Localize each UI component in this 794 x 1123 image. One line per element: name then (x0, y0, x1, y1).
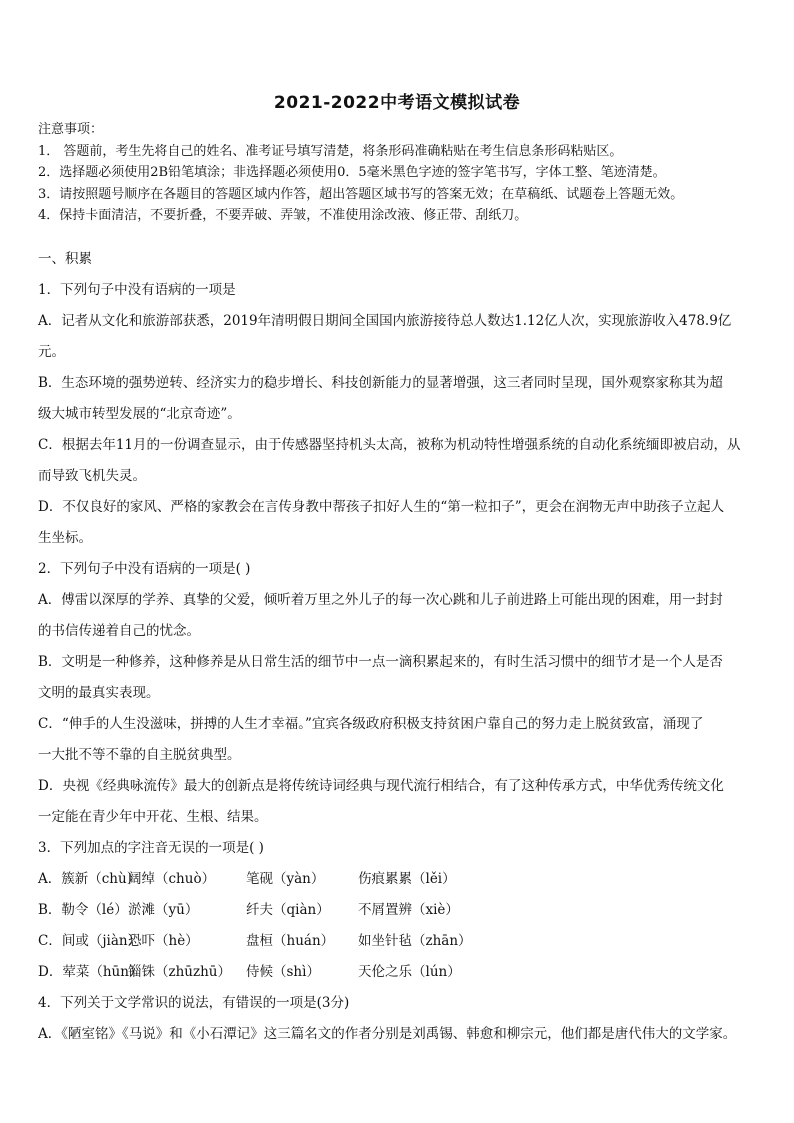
question-1-option-b: B．生态环境的强势逆转、经济实力的稳步增长、科技创新能力的显著增强，这三者同时呈现，国外观察家称其为超 (38, 375, 723, 391)
option-cell: 阔绰（chuò） (128, 871, 216, 887)
question-1-option-d: D．不仅良好的家风、严格的家教会在言传身教中帮孩子扣好人生的“第一粒扣子”，更会在润物无声中助孩子立起人 (38, 499, 725, 515)
option-cell: 天伦之乐（lún） (358, 964, 461, 980)
option-cell: 笔砚（yàn） (246, 871, 325, 887)
question-body (38, 244, 760, 1050)
question-1-option-d-cont: 生坐标。 (38, 530, 92, 546)
question-1-option-a-cont: 元。 (38, 344, 65, 360)
question-3-option-c (38, 926, 760, 957)
option-cell: 恐吓（hè） (128, 933, 199, 949)
question-1-option-c-cont: 而导致飞机失灵。 (38, 468, 146, 484)
question-2-option-b: B．文明是一种修养，这种修养是从日常生活的细节中一点一滴积累起来的，有时生活习惯中的细节才是一个人是否 (38, 654, 723, 670)
question-2-option-c-cont: 一大批不等不靠的自主脱贫典型。 (38, 747, 241, 763)
option-cell: D．荤菜（hūn） (38, 964, 143, 980)
option-cell: 盘桓（huán） (246, 933, 335, 949)
question-3-option-d (38, 957, 760, 988)
question-4-option-a: A．《陋室铭》《马说》和《小石潭记》这三篇名文的作者分别是刘禹锡、韩愈和柳宗元，他们都是唐代伟大的文学家。 (38, 1026, 737, 1042)
option-cell: 如坐针毡（zhān） (358, 933, 472, 949)
question-2-option-d: D．央视《经典咏流传》最大的创新点是将传统诗词经典与现代流行相结合，有了这种传承方式，中华优秀传统文化 (38, 778, 724, 794)
question-2-stem: 2．下列句子中没有语病的一项是( ) (38, 561, 251, 577)
option-cell: C．间或（jiàn） (38, 933, 142, 949)
notice-item: 1． 答题前，考生先将自己的姓名、准考证号填写清楚，将条形码准确粘贴在考生信息条形码粘贴区。 (38, 143, 623, 159)
option-cell: 侍候（shì） (246, 964, 320, 980)
question-1-option-c: C．根据去年11月的一份调查显示，由于传感器坚持机头太高，被称为机动特性增强系统的自动化系统缅即被启动，从 (38, 437, 741, 453)
option-cell: 锱铢（zhūzhū） (128, 964, 232, 980)
notice-item: 4．保持卡面清洁，不要折叠，不要弄破、弄皱，不准使用涂改液、修正带、刮纸刀。 (38, 208, 528, 223)
question-2-option-c: C．“伸手的人生没滋味，拼搏的人生才幸福。”宜宾各级政府积极支持贫困户靠自己的努力走上脱贫致富，涌现了 (38, 716, 704, 732)
notice-item: 3．请按照题号顺序在各题目的答题区域内作答，超出答题区域书写的答案无效；在草稿纸、试题卷上答题无效。 (38, 186, 684, 202)
question-3-option-b (38, 895, 760, 926)
notice-block (38, 119, 758, 227)
option-cell: A．簇新（chù） (38, 871, 141, 887)
option-cell: 淤滩（yū） (128, 902, 199, 918)
question-1-option-b-cont: 级大城市转型发展的“北京奇迹”。 (38, 406, 241, 422)
question-3-stem: 3．下列加点的字注音无误的一项是( ) (38, 840, 264, 856)
page-title: 2021-2022中考语文模拟试卷 (273, 93, 521, 113)
option-cell: B．勒令（lé） (38, 902, 128, 918)
question-1-option-a: A．记者从文化和旅游部获悉，2019年清明假日期间全国国内旅游接待总人数达1.12亿人次，实现旅游收入478.9亿 (38, 313, 732, 329)
question-3-option-a (38, 864, 760, 895)
section-heading: 一、积累 (38, 251, 92, 267)
question-2-option-a-cont: 的书信传递着自己的忧念。 (38, 623, 200, 639)
option-cell: 伤痕累累（lěi） (358, 871, 456, 887)
option-cell: 纤夫（qiàn） (246, 902, 330, 918)
option-cell: 不屑置辨（xiè） (358, 902, 459, 918)
question-2-option-b-cont: 文明的最真实表现。 (38, 685, 160, 701)
question-1-stem: 1．下列句子中没有语病的一项是 (38, 282, 236, 298)
question-4-stem: 4．下列关于文学常识的说法，有错误的一项是(3分) (38, 995, 350, 1011)
question-2-option-a: A．傅雷以深厚的学养、真挚的父爱，倾听着万里之外儿子的每一次心跳和儿子前进路上可能出现的困难，用一封封 (38, 592, 723, 608)
question-2-option-d-cont: 一定能在青少年中开花、生根、结果。 (38, 809, 268, 825)
notice-item: 2．选择题必须使用2B铅笔填涂；非选择题必须使用0．5毫米黑色字迹的签字笔书写，字体工整、笔迹清楚。 (38, 165, 666, 180)
notice-heading: 注意事项： (38, 122, 104, 137)
